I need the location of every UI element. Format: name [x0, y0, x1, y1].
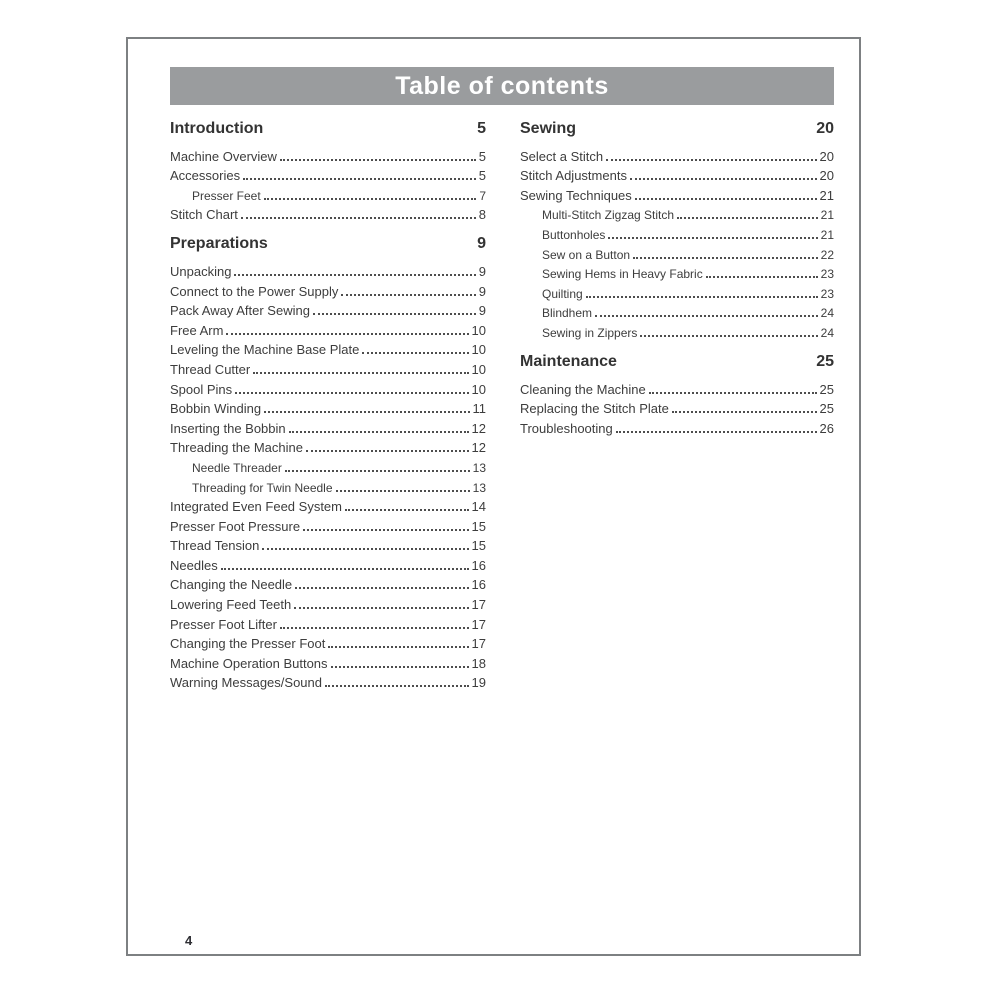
toc-entry: [520, 377, 834, 397]
toc-entry-label: Lowering Feed Teeth: [170, 597, 292, 613]
toc-entry: [520, 203, 834, 223]
section-page-number: 25: [816, 352, 834, 370]
toc-entry-label: Presser Foot Lifter: [170, 616, 277, 632]
toc-entry: [170, 144, 486, 164]
toc-entry-page-number: 17: [471, 597, 486, 613]
toc-entry: [170, 671, 486, 691]
toc-entry-page-number: 16: [471, 557, 486, 573]
section-title: Maintenance: [520, 352, 617, 370]
toc-section-heading: [170, 235, 486, 257]
toc-entry-label: Integrated Even Feed System: [170, 499, 342, 515]
toc-entry: [170, 357, 486, 377]
toc-entry: [170, 397, 486, 417]
toc-entry: [170, 183, 486, 203]
dot-leader: [677, 217, 818, 219]
section-title: Sewing: [520, 120, 577, 137]
toc-entry-page-number: 13: [472, 460, 486, 475]
toc-entry-label: Stitch Adjustments: [520, 168, 627, 184]
toc-entry: [170, 573, 486, 593]
toc-entry: [170, 455, 486, 475]
toc-entry: [520, 301, 834, 321]
dot-leader: [264, 198, 477, 200]
toc-entry-label: Presser Foot Pressure: [170, 518, 301, 534]
toc-entry-label: Pack Away After Sewing: [170, 303, 310, 319]
toc-entry-label: Machine Overview: [170, 148, 277, 164]
dot-leader: [313, 313, 476, 315]
toc-entry-page-number: 11: [472, 401, 486, 417]
dot-leader: [325, 685, 469, 687]
toc-entry: [520, 222, 834, 242]
toc-entry: [170, 475, 486, 495]
toc-entry-page-number: 26: [819, 420, 834, 436]
toc-entry-label: Machine Operation Buttons: [170, 655, 328, 671]
footer-page-number: 4: [185, 933, 193, 948]
toc-entry-page-number: 23: [820, 267, 834, 282]
toc-entry: [170, 279, 486, 299]
toc-entry: [170, 651, 486, 671]
toc-entry-label: Multi-Stitch Zigzag Stitch: [542, 208, 675, 223]
toc-entry-label: Threading for Twin Needle: [192, 480, 333, 495]
toc-entry-page-number: 24: [820, 325, 834, 340]
toc-entry-label: Thread Cutter: [170, 361, 251, 377]
toc-entry-label: Thread Tension: [170, 538, 260, 554]
dot-leader: [633, 257, 818, 259]
dot-leader: [285, 470, 470, 472]
toc-entry: [170, 534, 486, 554]
toc-entry-page-number: 10: [471, 322, 486, 338]
toc-entry-label: Blindhem: [542, 306, 593, 321]
section-title: Preparations: [170, 235, 268, 253]
toc-column-right: [520, 120, 834, 690]
toc-entry-label: Presser Feet: [192, 188, 261, 203]
toc-entry: [520, 183, 834, 203]
dot-leader: [295, 587, 468, 589]
toc-entry: [170, 318, 486, 338]
toc-entry-label: Needle Threader: [192, 460, 282, 475]
dot-leader: [362, 352, 468, 354]
toc-entry: [520, 144, 834, 164]
toc-entry-page-number: 18: [471, 655, 486, 671]
toc-entry-label: Replacing the Stitch Plate: [520, 401, 669, 417]
dot-leader: [616, 431, 817, 433]
dot-leader: [280, 159, 476, 161]
toc-entry: [170, 514, 486, 534]
dot-leader: [345, 509, 469, 511]
toc-entry-page-number: 9: [478, 303, 486, 319]
toc-entry: [520, 262, 834, 282]
dot-leader: [306, 450, 469, 452]
toc-section-heading: [520, 353, 834, 375]
toc-entry-page-number: 15: [471, 538, 486, 554]
dot-leader: [331, 666, 469, 668]
toc-entry: [170, 299, 486, 319]
dot-leader: [706, 276, 818, 278]
toc-entry: [170, 338, 486, 358]
toc-entry-page-number: 17: [471, 636, 486, 652]
toc-entry-label: Connect to the Power Supply: [170, 283, 339, 299]
toc-section: [520, 353, 834, 436]
toc-entry-label: Free Arm: [170, 322, 224, 338]
toc-entry-page-number: 20: [819, 168, 834, 184]
page-header: [170, 67, 834, 105]
toc-entry-label: Sewing Techniques: [520, 187, 632, 203]
dot-leader: [672, 411, 817, 413]
toc-entry: [520, 281, 834, 301]
section-page-number: 20: [816, 120, 834, 137]
toc-entry-page-number: 17: [471, 616, 486, 632]
toc-entry: [170, 436, 486, 456]
toc-entry-label: Accessories: [170, 168, 241, 184]
toc-entry: [170, 377, 486, 397]
toc-entry: [170, 612, 486, 632]
toc-entry-page-number: 12: [471, 420, 486, 436]
toc-entry-page-number: 10: [471, 361, 486, 377]
toc-section-heading: [520, 120, 834, 142]
dot-leader: [595, 315, 818, 317]
toc-entry: [170, 553, 486, 573]
toc-entry: [170, 632, 486, 652]
toc-entry-label: Changing the Needle: [170, 577, 293, 593]
toc-entry: [170, 164, 486, 184]
dot-leader: [262, 548, 468, 550]
dot-leader: [235, 392, 468, 394]
dot-leader: [341, 294, 475, 296]
toc-entry-page-number: 24: [820, 306, 834, 321]
toc-entry-label: Select a Stitch: [520, 148, 604, 164]
toc-entry-label: Sew on a Button: [542, 247, 631, 262]
toc-section: [520, 120, 834, 340]
dot-leader: [280, 627, 469, 629]
toc-entry-page-number: 7: [479, 188, 486, 203]
dot-leader: [226, 333, 468, 335]
dot-leader: [630, 178, 817, 180]
dot-leader: [635, 198, 817, 200]
toc-entry-label: Stitch Chart: [170, 207, 238, 223]
toc-entry-label: Changing the Presser Foot: [170, 636, 326, 652]
toc-section-heading: [170, 120, 486, 142]
dot-leader: [234, 274, 475, 276]
toc-entry-label: Troubleshooting: [520, 420, 613, 436]
page-content: [170, 67, 834, 690]
toc-entry: [520, 242, 834, 262]
toc-entry-label: Quilting: [542, 286, 583, 301]
toc-section: [170, 235, 486, 690]
toc-entry-label: Spool Pins: [170, 381, 233, 397]
toc-entry-page-number: 16: [471, 577, 486, 593]
toc-entry-page-number: 14: [471, 499, 486, 515]
dot-leader: [303, 529, 468, 531]
dot-leader: [336, 490, 470, 492]
toc-entry-page-number: 12: [471, 440, 486, 456]
toc-entry-page-number: 19: [471, 675, 486, 691]
toc-entry-label: Threading the Machine: [170, 440, 303, 456]
dot-leader: [586, 296, 818, 298]
toc-entry: [170, 203, 486, 223]
dot-leader: [243, 178, 476, 180]
toc-entry-page-number: 20: [819, 148, 834, 164]
toc-entry-page-number: 15: [471, 518, 486, 534]
toc-entry-page-number: 21: [820, 208, 834, 223]
toc-entry-label: Bobbin Winding: [170, 401, 262, 417]
toc-entry: [170, 495, 486, 515]
toc-entry-page-number: 8: [478, 207, 486, 223]
toc-entry-label: Sewing in Zippers: [542, 325, 638, 340]
toc-entry-page-number: 9: [478, 283, 486, 299]
toc-entry: [520, 164, 834, 184]
section-page-number: 5: [477, 120, 486, 137]
toc-columns: [170, 120, 834, 690]
dot-leader: [241, 217, 476, 219]
toc-section: [170, 120, 486, 222]
toc-entry-page-number: 21: [820, 227, 834, 242]
toc-entry-label: Sewing Hems in Heavy Fabric: [542, 267, 703, 282]
section-title: Introduction: [170, 120, 264, 137]
toc-entry-page-number: 10: [471, 342, 486, 358]
toc-entry-page-number: 5: [478, 148, 486, 164]
toc-entry-page-number: 25: [819, 381, 834, 397]
dot-leader: [328, 646, 468, 648]
dot-leader: [640, 335, 817, 337]
page-title: Table of contents: [395, 72, 609, 100]
toc-entry-page-number: 13: [472, 480, 486, 495]
toc-column-left: [170, 120, 486, 690]
section-page-number: 9: [477, 235, 486, 253]
toc-entry: [520, 397, 834, 417]
toc-entry: [170, 592, 486, 612]
toc-entry-label: Buttonholes: [542, 227, 606, 242]
toc-entry: [520, 416, 834, 436]
toc-entry-page-number: 10: [471, 381, 486, 397]
dot-leader: [264, 411, 469, 413]
toc-entry-page-number: 9: [478, 263, 486, 279]
toc-entry-label: Needles: [170, 557, 218, 573]
toc-entry: [520, 320, 834, 340]
dot-leader: [649, 392, 817, 394]
toc-entry-label: Warning Messages/Sound: [170, 675, 322, 691]
toc-entry-label: Cleaning the Machine: [520, 381, 646, 397]
dot-leader: [253, 372, 468, 374]
dot-leader: [608, 237, 817, 239]
toc-entry-page-number: 21: [819, 187, 834, 203]
dot-leader: [289, 431, 469, 433]
toc-entry-label: Unpacking: [170, 263, 232, 279]
toc-entry-page-number: 22: [820, 247, 834, 262]
dot-leader: [606, 159, 816, 161]
toc-entry-label: Leveling the Machine Base Plate: [170, 342, 360, 358]
toc-entry-label: Inserting the Bobbin: [170, 420, 286, 436]
dot-leader: [221, 568, 469, 570]
toc-entry-page-number: 5: [478, 168, 486, 184]
toc-entry: [170, 259, 486, 279]
toc-entry: [170, 416, 486, 436]
toc-entry-page-number: 23: [820, 286, 834, 301]
dot-leader: [294, 607, 468, 609]
manual-page: [126, 37, 861, 956]
toc-entry-page-number: 25: [819, 401, 834, 417]
